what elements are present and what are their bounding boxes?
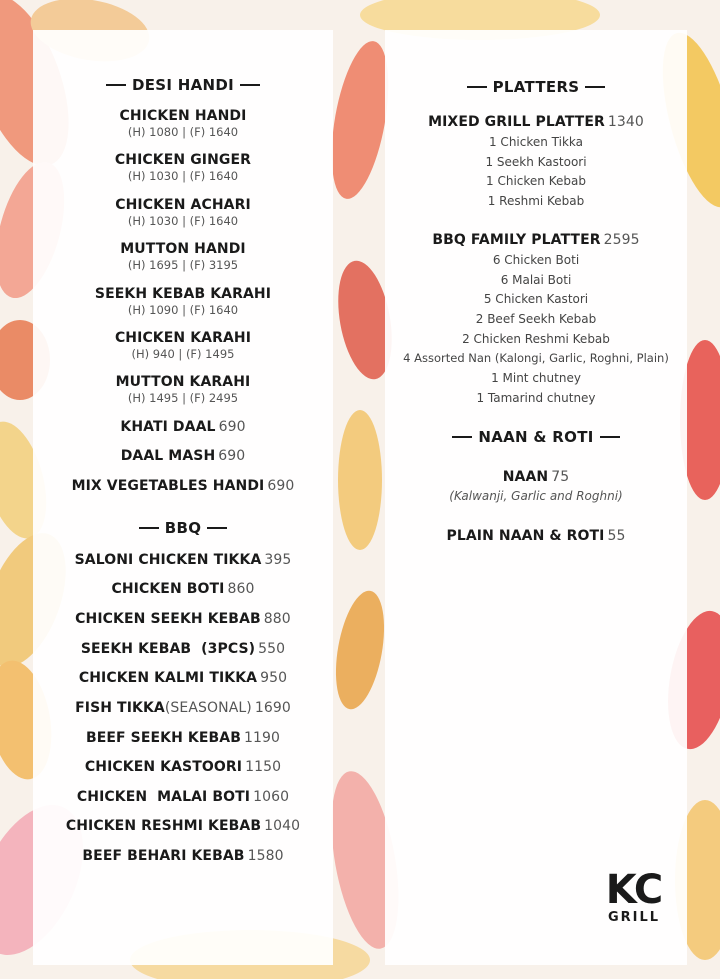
section-title-desi-handi: DESI HANDI — [33, 76, 333, 94]
item-price: 690 — [218, 419, 246, 435]
title-rule — [139, 527, 159, 529]
platter-detail: 1 Seekh Kastoori — [485, 155, 587, 169]
item-price: 1690 — [254, 700, 291, 716]
menu-item: CHICKEN GINGER — [114, 152, 252, 168]
menu-item: CHICKEN RESHMI KEBAB 1040 — [65, 818, 301, 834]
platter-detail: 1 Chicken Kebab — [486, 174, 586, 188]
kc-grill-logo — [600, 867, 668, 925]
section-title-platters: PLATTERS — [385, 78, 687, 96]
menu-item: NAAN 75 — [502, 469, 570, 485]
platter-detail: 1 Reshmi Kebab — [487, 194, 585, 208]
menu-item: MUTTON KARAHI — [115, 374, 251, 390]
item-price: 1060 — [253, 789, 290, 805]
menu-item: PLAIN NAAN & ROTI 55 — [446, 528, 626, 544]
menu-item: CHICKEN KASTOORI 1150 — [84, 759, 282, 775]
menu-item: SEEKH KEBAB (3PCS) 550 — [80, 641, 286, 657]
item-price-sizes: (H) 940 | (F) 1495 — [131, 347, 235, 361]
menu-item: CHICKEN SEEKH KEBAB 880 — [75, 611, 291, 627]
menu-item: SEEKH KEBAB KARAHI — [94, 286, 272, 302]
menu-item: MUTTON HANDI — [120, 241, 246, 257]
item-price-sizes: (H) 1695 | (F) 3195 — [127, 258, 239, 272]
menu-item: DAAL MASH 690 — [120, 448, 246, 464]
title-rule — [600, 436, 620, 438]
menu-item: FISH TIKKA(SEASONAL) 1690 — [75, 700, 291, 716]
platter-detail: 5 Chicken Kastori — [483, 292, 589, 306]
item-price: 690 — [218, 448, 246, 464]
item-price: 1150 — [245, 759, 282, 775]
title-rule — [106, 84, 126, 86]
item-price: 860 — [227, 581, 255, 597]
menu-item: KHATI DAAL 690 — [120, 419, 246, 435]
platter-detail: 2 Beef Seekh Kebab — [475, 312, 597, 326]
menu-item: MIX VEGETABLES HANDI 690 — [71, 478, 295, 494]
item-price: 1580 — [247, 848, 284, 864]
menu-item: BEEF BEHARI KEBAB 1580 — [82, 848, 284, 864]
menu-item: CHICKEN MALAI BOTI 1060 — [76, 789, 290, 805]
menu-item: CHICKEN ACHARI — [115, 197, 251, 213]
item-price: 1340 — [607, 114, 644, 130]
item-price: 395 — [264, 552, 292, 568]
item-note: (Kalwanji, Garlic and Roghni) — [449, 489, 623, 503]
title-rule — [207, 527, 227, 529]
item-note: (SEASONAL) — [164, 700, 252, 716]
platter-detail: 2 Chicken Reshmi Kebab — [462, 332, 610, 346]
menu-item: CHICKEN KARAHI — [114, 330, 252, 346]
platter-detail: 6 Malai Boti — [500, 273, 572, 287]
item-price-sizes: (H) 1030 | (F) 1640 — [127, 214, 239, 228]
platter-detail: 6 Chicken Boti — [492, 253, 580, 267]
item-price: 55 — [607, 528, 626, 544]
platter-detail: 4 Assorted Nan (Kalongi, Garlic, Roghni, Plain) — [403, 351, 669, 365]
menu-item: BEEF SEEKH KEBAB 1190 — [85, 730, 281, 746]
platter-detail: 1 Tamarind chutney — [476, 391, 596, 405]
item-price: 1190 — [244, 730, 281, 746]
item-price: 690 — [267, 478, 295, 494]
logo-mark: KC — [605, 867, 663, 913]
item-price-sizes: (H) 1090 | (F) 1640 — [127, 303, 239, 317]
menu-item: BBQ FAMILY PLATTER 2595 — [432, 232, 640, 248]
item-price-sizes: (H) 1495 | (F) 2495 — [127, 391, 239, 405]
menu-item: CHICKEN KALMI TIKKA 950 — [78, 670, 288, 686]
platter-detail: 1 Mint chutney — [491, 371, 581, 385]
menu-item: SALONI CHICKEN TIKKA 395 — [74, 552, 292, 568]
item-price-sizes: (H) 1030 | (F) 1640 — [127, 169, 239, 183]
section-title-naan-roti: NAAN & ROTI — [385, 428, 687, 446]
item-price: 950 — [260, 670, 288, 686]
title-rule — [240, 84, 260, 86]
item-price-sizes: (H) 1080 | (F) 1640 — [127, 125, 239, 139]
platter-detail: 1 Chicken Tikka — [488, 135, 584, 149]
item-price: 1040 — [264, 818, 301, 834]
title-rule — [452, 436, 472, 438]
item-price: 880 — [263, 611, 291, 627]
title-rule — [585, 86, 605, 88]
logo-word: GRILL — [607, 910, 661, 925]
item-price: 550 — [258, 641, 286, 657]
section-title-bbq: BBQ — [33, 519, 333, 537]
menu-item: CHICKEN HANDI — [119, 108, 247, 124]
item-price: 2595 — [603, 232, 640, 248]
menu-item: MIXED GRILL PLATTER 1340 — [428, 114, 644, 130]
item-price: 75 — [551, 469, 570, 485]
title-rule — [467, 86, 487, 88]
menu-item: CHICKEN BOTI 860 — [111, 581, 255, 597]
